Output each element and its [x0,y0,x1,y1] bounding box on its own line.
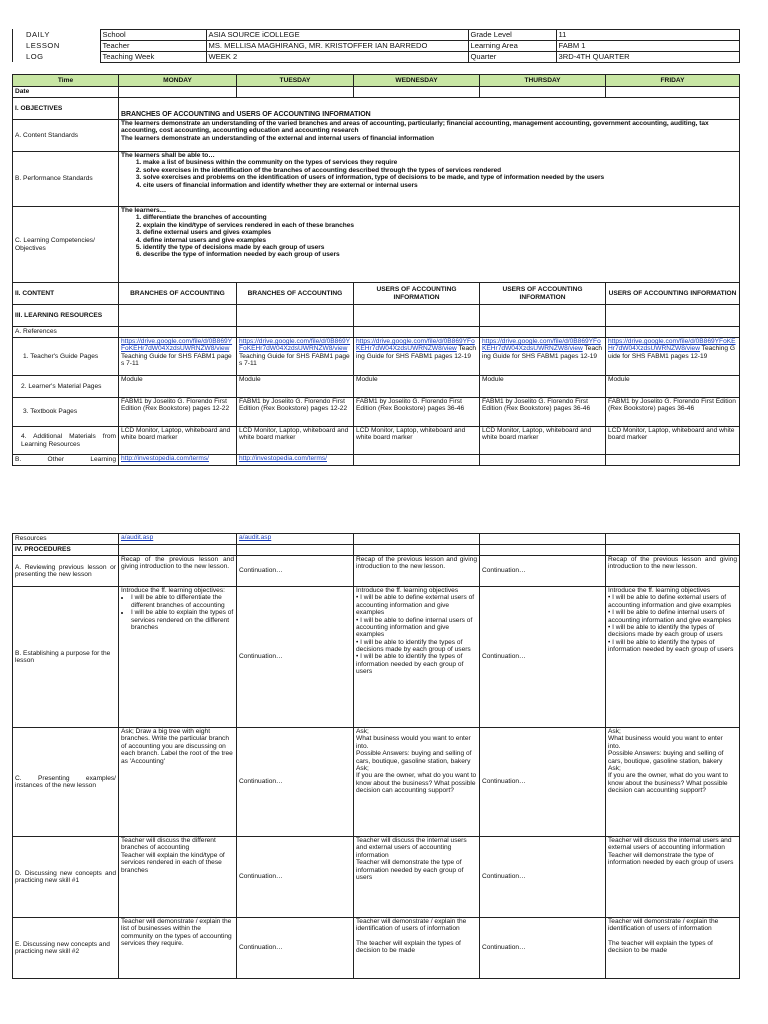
other-friday [606,455,740,466]
date-label: Date [13,87,119,98]
competency-item: 6. describe the type of information needed by each group of users [143,251,737,258]
area-value: FABM 1 [556,41,739,52]
tg-text: Teaching Guide for SHS FABM1 pages 12-19 [482,345,603,360]
references-label: A. References [13,327,119,338]
proc-e-line: Teacher will demonstrate / explain the identification of users of information [356,918,467,933]
am-thursday: LCD Monitor, Laptop, whiteboard and white board marker [480,427,606,455]
proc-e-friday [606,918,740,979]
resource-link[interactable]: a/audit.asp [239,534,272,541]
res-monday [119,534,237,545]
school-label: School [100,30,206,41]
content-wednesday: USERS OF ACCOUNTING INFORMATION [354,283,480,305]
objectives-heading: I. OBJECTIVES [13,98,119,120]
content-standard-2: The learners demonstrate an understanding of the external and internal users of financial information [121,134,434,142]
proc-b-line: • I will be able to define internal users of accounting information and give examples [608,609,732,624]
dll-log: LOG [26,51,44,61]
performance-item: 2. solve exercises in the identification of the branches of accounting described through the types of services rendered [143,167,737,174]
proc-e-monday: Teacher will demonstrate / explain the list of businesses within the community on the types of accounting services they require. [119,918,237,979]
proc-c-line: Ask; [608,764,621,772]
tb-label: 3. Textbook Pages [13,398,119,427]
proc-d-friday [606,837,740,918]
performance-item: 4. cite users of financial information and identify whether they are external or internal users [143,182,737,189]
tb-thursday: FABM1 by Joselito G. Florendo First Edition (Rex Bookstore) pages 36-46 [480,398,606,427]
lm-thursday: Module [480,376,606,398]
objectives-topic: BRANCHES OF ACCOUNTING and USERS OF ACCOUNTING INFORMATION [119,98,740,120]
other-monday [119,455,237,466]
res-tuesday [237,534,354,545]
day-friday: FRIDAY [606,75,740,87]
am-friday: LCD Monitor, Laptop, whiteboard and white board marker [606,427,740,455]
content-standard-1: The learners demonstrate an understanding of the varied branches and areas of accounting, particularly; financial accounting, management accounting, government accounting, auditing, tax accounting, cost accounting, accounting education and accounting research [121,120,709,135]
tg-link[interactable]: https://drive.google.com/file/d/0B869YFoKEHr7dW04XzdsUWRNZW8/view [608,338,736,353]
dll-lesson: LESSON [26,40,60,50]
tb-wednesday: FABM1 by Joselito G. Florendo First Edition (Rex Bookstore) pages 36-46 [354,398,480,427]
tg-wednesday [354,338,480,376]
tg-text: Teaching Guide for SHS FABM1 pages 12-19 [608,345,736,360]
lm-monday: Module [119,376,237,398]
proc-c-monday: Ask; Draw a big tree with eight branches. Write the particular branch of accounting you are discussing on each branch. Label the root of the tree as 'Accounting' [119,728,237,837]
tg-friday [606,338,740,376]
tg-thursday [480,338,606,376]
proc-a-friday: Recap of the previous lesson and giving introduction to the new lesson. [606,556,740,587]
proc-e-line: Teacher will demonstrate / explain the identification of users of information [608,918,719,933]
proc-b-wednesday [354,587,480,728]
lm-friday: Module [606,376,740,398]
proc-b-line: • I will be able to identify the types of decisions made by each group of users [356,638,471,653]
proc-a-thursday: Continuation… [480,556,606,587]
tb-friday: FABM1 by Joselito G. Florendo First Edition (Rex Bookstore) pages 36-46 [606,398,740,427]
proc-b-item: • I will be able to differentiate the different branches of accounting [131,594,234,609]
proc-c-wednesday [354,728,480,837]
content-tuesday: BRANCHES OF ACCOUNTING [237,283,354,305]
competencies-label: C. Learning Competencies/ Objectives [13,207,119,283]
tg-label: 1. Teacher's Guide Pages [13,338,119,376]
resource-link[interactable]: a/audit.asp [121,534,154,541]
proc-d-line: Teacher will discuss the different branches of accounting [121,837,216,852]
quarter-value: 3RD-4TH QUARTER [556,52,739,63]
proc-c-line: Ask; [356,728,369,735]
proc-b-line: • I will be able to define internal users of accounting information and give examples [356,616,473,639]
competency-item: 4. define internal users and give examples [143,237,737,244]
proc-b-line: • I will be able to identify the types of decisions made by each group of users [608,623,723,639]
am-label: 4. Additional Materials from Learning Resources [13,427,119,455]
proc-b-label: B. Establishing a purpose for the lesson [13,587,119,728]
tg-link[interactable]: https://drive.google.com/file/d/0B869YFoKEHr7dW04XzdsUWRNZW8/view [121,338,233,353]
proc-e-tuesday: Continuation… [237,918,354,979]
other-thursday [480,455,606,466]
content-heading: II. CONTENT [13,283,119,305]
performance-intro: The learners shall be able to… [121,152,215,159]
performance-standards-text [119,152,740,207]
procedures-heading: IV. PROCEDURES [13,545,119,556]
date-friday [606,87,740,98]
proc-b-monday [119,587,237,728]
proc-a-label: A. Reviewing previous lesson or presenting the new lesson [13,556,119,587]
am-tuesday: LCD Monitor, Laptop, whiteboard and white board marker [237,427,354,455]
tg-monday [119,338,237,376]
day-tuesday: TUESDAY [237,75,354,87]
resources-cont-label: Resources [13,534,119,545]
res-friday [606,534,740,545]
proc-d-line: Teacher will demonstrate the type of information needed by each group of users [356,859,464,881]
competency-item: 1. differentiate the branches of accounting [143,214,737,221]
proc-b-line: • I will be able to define external users of accounting information and give examples [356,594,475,617]
dll-table-page2 [12,533,740,979]
proc-e-wednesday [354,918,480,979]
am-wednesday: LCD Monitor, Laptop, whiteboard and white board marker [354,427,480,455]
other-tuesday [237,455,354,466]
day-thursday: THURSDAY [480,75,606,87]
proc-d-line: Teacher will demonstrate the type of information needed by each group of users [608,851,734,867]
other-wednesday [354,455,480,466]
proc-c-line: Possible Answers: buying and selling of cars, boutique, gasoline station, bakery [608,750,724,765]
content-monday: BRANCHES OF ACCOUNTING [119,283,237,305]
competency-intro: The learners… [121,207,167,214]
proc-d-monday [119,837,237,918]
proc-b-item: • I will be able to explain the types of services rendered on the different branches [131,609,234,631]
resources-heading: III. LEARNING RESOURCES [13,305,119,327]
tg-link[interactable]: https://drive.google.com/file/d/0B869YFoKEHr7dW04XzdsUWRNZW8/view [239,338,351,353]
teacher-name: MS. MELLISA MAGHIRANG, MR. KRISTOFFER IAN BARREDO [206,41,468,52]
content-thursday: USERS OF ACCOUNTING INFORMATION [480,283,606,305]
res-thursday [480,534,606,545]
proc-c-friday [606,728,740,837]
other-link[interactable]: http://investopedia.com/terms/ [239,455,327,462]
date-monday [119,87,237,98]
proc-b-line: Introduce the ff. learning objectives [608,587,711,594]
proc-e-line: The teacher will explain the types of decision to be made [356,939,461,955]
competency-item: 5. identify the type of decisions made by each group of users [143,244,737,251]
proc-c-line: Ask; [608,728,621,735]
proc-d-label: D. Discussing new concepts and practicing new skill #1 [13,837,119,918]
proc-c-line: If you are the owner, what do you want to know about the business? What possible decision can accounting support? [608,772,729,794]
proc-e-line: The teacher will explain the types of decision to be made [608,939,713,955]
lm-wednesday: Module [354,376,480,398]
proc-b-tuesday: Continuation… [237,587,354,728]
content-friday: USERS OF ACCOUNTING INFORMATION [606,283,740,305]
proc-a-monday: Recap of the previous lesson and giving introduction to the new lesson. [119,556,237,587]
week-value: WEEK 2 [206,52,468,63]
proc-c-tuesday: Continuation… [237,728,354,837]
proc-b-line: • I will be able to identify the types of information needed by each group of users [608,638,734,653]
proc-d-line: Teacher will discuss the internal users and external users of accounting information [608,837,732,852]
tb-tuesday: FABM1 by Joselito G. Florendo First Edition (Rex Bookstore) pages 12-22 [237,398,354,427]
tg-link[interactable]: https://drive.google.com/file/d/0B869YFoKEHr7dW04XzdsUWRNZW8/view [482,338,601,353]
proc-c-line: If you are the owner, what do you want to know about the business? What possible decision can accounting support? [356,772,477,794]
header-left-edge [12,29,13,62]
proc-c-thursday: Continuation… [480,728,606,837]
proc-b-line: • I will be able to identify the types of information needed by each group of users [356,653,464,676]
tb-monday: FABM1 by Joselito G. Florendo First Edition (Rex Bookstore) pages 12-22 [119,398,237,427]
teacher-label: Teacher [100,41,206,52]
grade-label: Grade Level [468,30,556,41]
competencies-text [119,207,740,283]
proc-b-friday [606,587,740,728]
proc-e-label: E. Discussing new concepts and practicing new skill #2 [13,918,119,979]
performance-standards-label: B. Performance Standards [13,152,119,207]
school-name: ASIA SOURCE iCOLLEGE [206,30,468,41]
week-label: Teaching Week [100,52,206,63]
area-label: Learning Area [468,41,556,52]
am-monday: LCD Monitor, Laptop, whiteboard and white board marker [119,427,237,455]
date-tuesday [237,87,354,98]
performance-item: 3. solve exercises and problems on the identification of users of information, type of decisions to be made, and type of information needed by the users [143,174,737,181]
dll-daily: DAILY [26,29,50,39]
res-wednesday [354,534,480,545]
proc-c-label: C. Presenting examples/ instances of the new lesson [13,728,119,837]
other-link[interactable]: http://investopedia.com/terms/ [121,455,209,462]
proc-c-line: What business would you want to enter into. [356,735,471,750]
content-standards-text [119,120,740,152]
dll-table-page1 [12,74,740,466]
proc-d-line: Teacher will discuss the internal users and external users of accounting information [356,837,467,859]
proc-c-line: Possible Answers: buying and selling of cars, boutique, gasoline station, bakery [356,750,472,765]
proc-d-thursday: Continuation… [480,837,606,918]
grade-value: 11 [556,30,739,41]
proc-c-line: What business would you want to enter into. [608,735,723,750]
competency-item: 3. define external users and gives examples [143,229,737,236]
other-label: B. Other Learning [13,455,119,466]
proc-b-thursday: Continuation… [480,587,606,728]
content-standards-label: A. Content Standards [13,120,119,152]
proc-e-thursday: Continuation… [480,918,606,979]
tg-text: Teaching Guide for SHS FABM1 pages 12-19 [356,345,477,360]
date-thursday [480,87,606,98]
tg-link[interactable]: https://drive.google.com/file/d/0B869YFoKEHr7dW04XzdsUWRNZW8/view [356,338,475,353]
quarter-label: Quarter [468,52,556,63]
proc-d-tuesday: Continuation… [237,837,354,918]
lm-label: 2. Learner's Material Pages [13,376,119,398]
proc-d-line: Teacher will explain the kind/type of services rendered in each of these branches [121,851,225,874]
time-label: Time [13,75,119,87]
tg-text: Teaching Guide for SHS FABM1 pages 7-11 [239,352,350,368]
day-wednesday: WEDNESDAY [354,75,480,87]
proc-d-wednesday [354,837,480,918]
proc-b-line: Introduce the ff. learning objectives [356,587,459,594]
proc-c-line: Ask; [356,764,369,772]
proc-a-wednesday: Recap of the previous lesson and giving introduction to the new lesson. [354,556,480,587]
performance-item: 1. make a list of business within the community on the types of services they require [143,159,737,166]
proc-b-line: • I will be able to define external users of accounting information and give examples [608,594,732,609]
header-table [12,29,740,63]
tg-text: Teaching Guide for SHS FABM1 pages 7-11 [121,352,232,368]
proc-b-intro: Introduce the ff. learning objectives: [121,587,225,594]
date-wednesday [354,87,480,98]
competency-item: 2. explain the kind/type of services rendered in each of these branches [143,222,737,229]
tg-tuesday [237,338,354,376]
day-monday: MONDAY [119,75,237,87]
proc-a-tuesday: Continuation… [237,556,354,587]
lm-tuesday: Module [237,376,354,398]
